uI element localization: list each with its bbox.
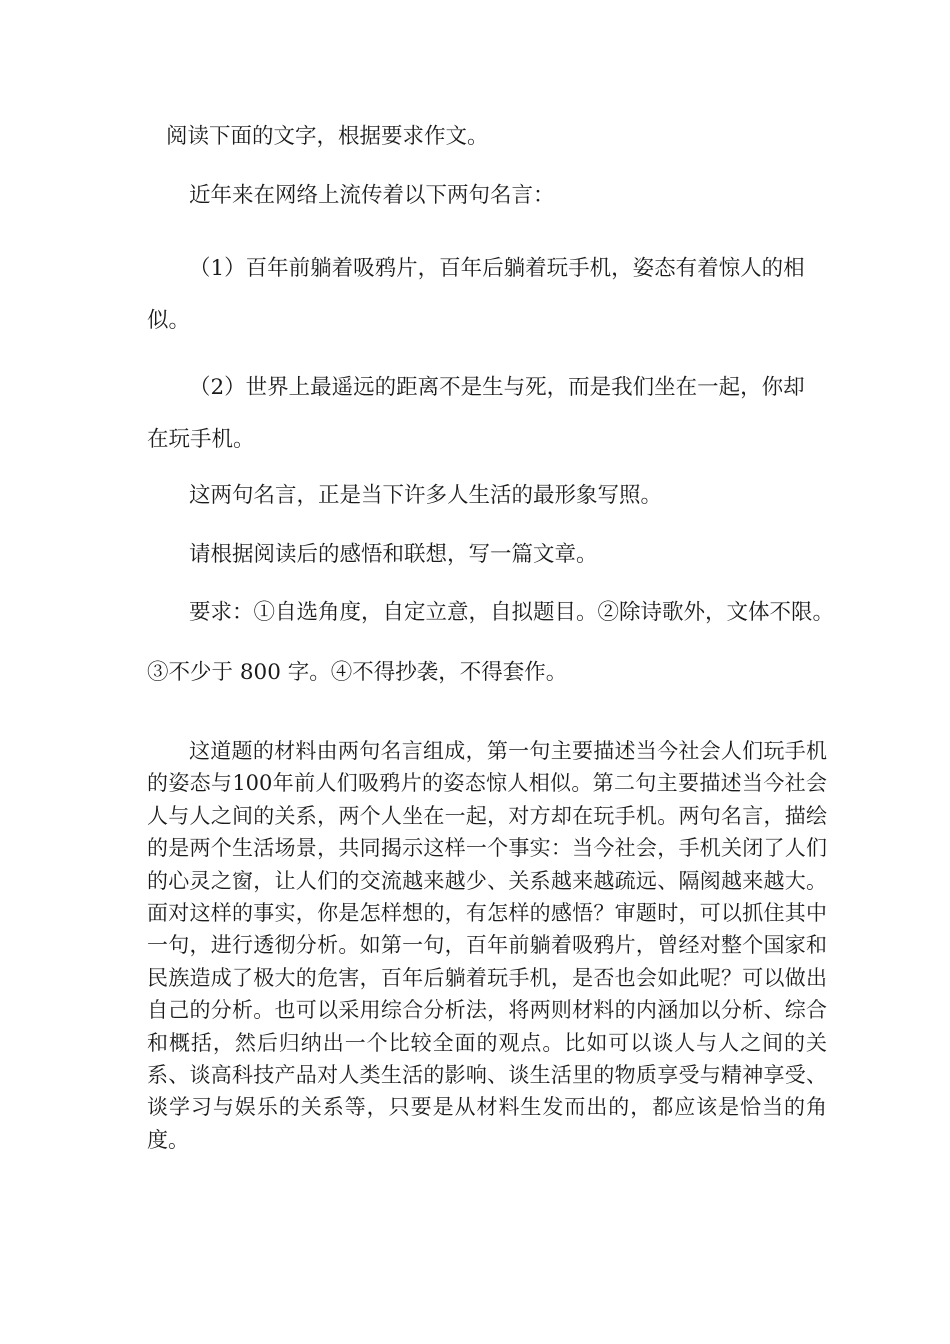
analysis-paragraph: 这道题的材料由两句名言组成，第一句主要描述当今社会人们玩手机的姿态与100年前人们吸鸦片的姿态惊人相似。第二句主要描述当今社会人与人之间的关系，两个人坐在一起，对方却在玩手机。两句名言，描绘的是两个生活场景，共同揭示这样一个事实：当今社会，手机关闭了人们的心灵之窗，让人们的交流越来越少、关系越来越疏远、隔阂越来越大。面对这样的事实，你是怎样想的，有怎样的感悟？审题时，可以抓住其中一句，进行透彻分析。如第一句，百年前躺着吸鸦片，曾经对整个国家和民族造成了极大的危害，百年后躺着玩手机，是否也会如此呢？可以做出自己的分析。也可以采用综合分析法，将两则材料的内涵加以分析、综合和概括，然后归纳出一个比较全面的观点。比如可以谈人与人之间的关系、谈高科技产品对人类生活的影响、谈生活里的物质享受与精神享受、谈学习与娱乐的关系等，只要是从材料生发而出的，都应该是恰当的角度。 (147, 739, 827, 1152)
quote-2-line-1: （2）世界上最遥远的距离不是生与死，而是我们坐在一起，你却 (189, 375, 805, 400)
intro-line: 阅读下面的文字，根据要求作文。 (166, 124, 489, 149)
task-line: 请根据阅读后的感悟和联想，写一篇文章。 (189, 542, 598, 567)
comment-line: 这两句名言，正是当下许多人生活的最形象写照。 (189, 483, 663, 508)
quote-1-line-2: 似。 (147, 308, 191, 333)
lead-line: 近年来在网络上流传着以下两句名言： (189, 183, 555, 208)
quote-1-line-1: （1）百年前躺着吸鸦片，百年后躺着玩手机，姿态有着惊人的相 (189, 256, 805, 281)
quote-2-line-2: 在玩手机。 (147, 427, 255, 452)
requirements-line-2: ③不少于 800 字。④不得抄袭，不得套作。 (147, 660, 568, 685)
requirements-line-1: 要求：①自选角度，自定立意，自拟题目。②除诗歌外，文体不限。 (189, 600, 835, 625)
